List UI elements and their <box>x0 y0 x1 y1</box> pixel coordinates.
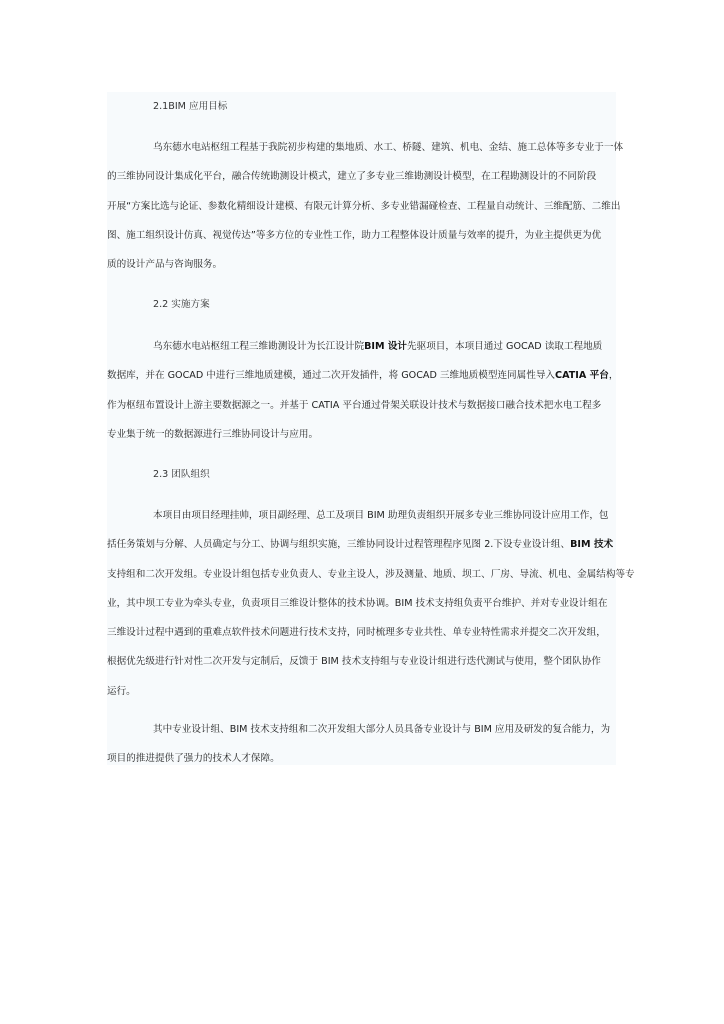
paragraph-line <box>107 332 616 361</box>
bold-term: BIM 设计 <box>364 341 408 352</box>
heading-2-2: 2.2 实施方案 <box>153 299 210 310</box>
paragraph-line: 乌东德水电站枢纽工程基于我院初步构建的集地质、水工、桥隧、建筑、机电、金结、施工总体等多专业于一体 <box>153 142 624 153</box>
paragraph-2-3 <box>107 501 635 706</box>
paragraph-line: 的三维协同设计集成化平台，融合传统勘测设计模式，建立了多专业三维勘测设计模型，在工程勘测设计的不同阶段 <box>107 171 597 183</box>
text-run: 先驱项目，本项目通过 GOCAD 读取工程地质 <box>407 341 603 352</box>
paragraph-line: 业，其中坝工专业为牵头专业，负责项目三维设计整体的技术协调。BIM 技术支持组负责平台维护、并对专业设计组在 <box>107 597 608 609</box>
paragraph-line: 根据优先级进行针对性二次开发与定制后，反馈于 BIM 技术支持组与专业设计组进行迭代测试与使用，整个团队协作 <box>107 656 601 668</box>
section-2-3 <box>107 460 616 489</box>
paragraph-2-1 <box>107 133 624 279</box>
paragraph-line: 作为枢纽布置设计上游主要数据源之一。并基于 CATIA 平台通过骨架关联设计技术与数据接口融合技术把水电工程多 <box>107 399 602 411</box>
paragraph-line: 质的设计产品与咨询服务。 <box>107 259 223 271</box>
heading-2-1: 2.1BIM 应用目标 <box>153 101 228 112</box>
paragraph-closing <box>107 715 616 774</box>
text-run: 括任务策划与分解、人员确定与分工、协调与组织实施，三维协同设计过程管理程序见图 2.下设专业设计组、 <box>107 539 571 551</box>
bold-term: CATIA 平台 <box>555 370 609 382</box>
section-2-2 <box>107 290 616 319</box>
section-2-1 <box>107 92 616 121</box>
text-run: 乌东德水电站枢纽工程三维勘测设计为长江设计院 <box>153 341 365 352</box>
paragraph-2-2 <box>107 332 619 449</box>
paragraph-line: 专业集于统一的数据源进行三维协同设计与应用。 <box>107 428 319 440</box>
paragraph-line: 三维设计过程中遇到的重难点软件技术问题进行技术支持，同时梳理多专业共性、单专业特性需求并提交二次开发组， <box>107 627 606 639</box>
heading-2-3: 2.3 团队组织 <box>153 469 210 480</box>
paragraph-line: 运行。 <box>107 685 136 697</box>
paragraph-line: 本项目由项目经理挂帅，项目副经理、总工及项目 BIM 助理负责组织开展多专业三维协同设计应用工作，包 <box>153 510 609 521</box>
bold-term: BIM 技术 <box>570 539 614 551</box>
paragraph-line: 图、施工组织设计仿真、视觉传达”等多方位的专业性工作，助力工程整体设计质量与效率的提升，为业主提供更为优 <box>107 229 602 241</box>
document-body <box>107 92 635 765</box>
paragraph-line <box>107 530 616 559</box>
paragraph-line: 支持组和二次开发组。专业设计组包括专业负责人、专业主设人，涉及测量、地质、坝工、厂房、导流、机电、金属结构等专 <box>107 568 635 580</box>
paragraph-line: 开展“方案比选与论证、参数化精细设计建模、有限元计算分析、多专业错漏碰检查、工程量自动统计、三维配筋、二维出 <box>107 200 621 212</box>
paragraph-line: 其中专业设计组、BIM 技术支持组和二次开发组大部分人员具备专业设计与 BIM 应用及研发的复合能力，为 <box>153 724 611 735</box>
paragraph-line: 项目的推进提供了强力的技术人才保障。 <box>107 753 280 765</box>
paragraph-line <box>107 361 619 390</box>
text-run: 数据库，并在 GOCAD 中进行三维地质建模，通过二次开发插件，将 GOCAD 三维地质模型连同属性导入 <box>107 370 556 382</box>
text-run: ， <box>608 370 619 382</box>
